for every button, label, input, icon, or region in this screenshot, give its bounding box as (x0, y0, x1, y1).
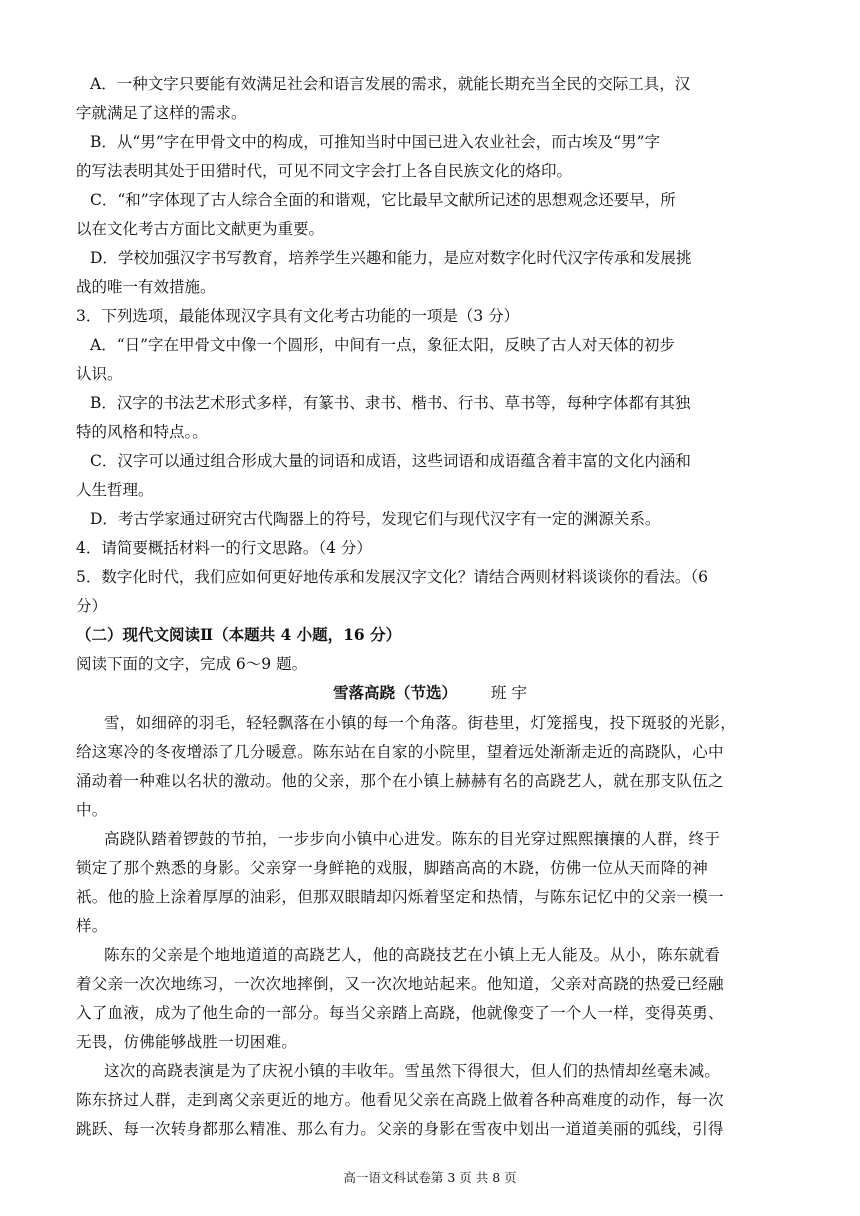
question-4: 4．请简要概括材料一的行文思路。（4 分） (76, 539, 372, 557)
option-b-line1: B．从“男”字在甲骨文中的构成，可推知当时中国已进入农业社会，而古埃及“男”字 (90, 133, 661, 151)
option-c-line1: C．“和”字体现了古人综合全面的和谐观，它比最早文献所记述的思想观念还要早，所 (90, 191, 676, 209)
passage-line: 给这寒冷的冬夜增添了几分暖意。陈东站在自家的小院里，望着远处渐渐走近的高跷队，心中 (76, 743, 724, 761)
option-a-line1: A．一种文字只要能有效满足社会和语言发展的需求，就能长期充当全民的交际工具，汉 (90, 75, 691, 93)
section-2-heading: （二）现代文阅读Ⅱ（本题共 4 小题，16 分） (76, 625, 402, 644)
passage-line: 雪，如细碎的羽毛，轻轻飘落在小镇的每一个角落。街巷里，灯笼摇曳，投下斑驳的光影， (104, 714, 737, 732)
q3-option-c-line1: C．汉字可以通过组合形成大量的词语和成语，这些词语和成语蕴含着丰富的文化内涵和 (90, 452, 691, 470)
passage-line: 高跷队踏着锣鼓的节拍，一步步向小镇中心进发。陈东的目光穿过熙熙攘攘的人群，终于 (104, 830, 721, 848)
passage-line: 陈东挤过人群，走到离父亲更近的地方。他看见父亲在高跷上做着各种高难度的动作，每一次 (76, 1091, 724, 1109)
passage-line: 陈东的父亲是个地地道道的高跷艺人，他的高跷技艺在小镇上无人能及。从小，陈东就看 (104, 946, 721, 964)
passage-line: 样。 (76, 917, 108, 935)
passage-line: 着父亲一次次地练习，一次次地摔倒，又一次次地站起来。他知道，父亲对高跷的热爱已经融 (76, 975, 724, 993)
question-3-stem: 3．下列选项，最能体现汉字具有文化考古功能的一项是（3 分） (76, 307, 520, 325)
passage-line: 中。 (76, 801, 108, 819)
question-5-line2: 分） (76, 597, 108, 615)
section-2-instruction: 阅读下面的文字，完成 6～9 题。 (76, 655, 308, 673)
option-d-line2: 战的唯一有效措施。 (76, 278, 216, 296)
passage-line: 入了血液，成为了他生命的一部分。每当父亲踏上高跷，他就像变了一个人一样，变得英勇、 (76, 1004, 724, 1022)
passage-line: 涌动着一种难以名状的激动。他的父亲，那个在小镇上赫赫有名的高跷艺人，就在那支队伍之 (76, 772, 724, 790)
passage-title-line (0, 681, 860, 703)
option-d-line1: D．学校加强汉字书写教育，培养学生兴趣和能力，是应对数字化时代汉字传承和发展挑 (90, 249, 692, 267)
q3-option-a-line2: 认识。 (76, 365, 123, 383)
passage-title: 雪落高跷（节选） (333, 683, 458, 702)
passage-line: 跳跃、每一次转身都那么精准、那么有力。父亲的身影在雪夜中划出一道道美丽的弧线，引得 (76, 1120, 724, 1138)
question-5-line1: 5．数字化时代，我们应如何更好地传承和发展汉字文化？请结合两则材料谈谈你的看法。（6 (76, 568, 708, 586)
q3-option-a-line1: A．“日”字在甲骨文中像一个圆形，中间有一点，象征太阳，反映了古人对天体的初步 (90, 336, 676, 354)
q3-option-b-line1: B．汉字的书法艺术形式多样，有篆书、隶书、楷书、行书、草书等，每种字体都有其独 (90, 394, 691, 412)
option-c-line2: 以在文化考古方面比文献更为重要。 (76, 220, 325, 238)
passage-line: 无畏，仿佛能够战胜一切困难。 (76, 1033, 298, 1051)
passage-line: 祇。他的脸上涂着厚厚的油彩，但那双眼睛却闪烁着坚定和热情，与陈东记忆中的父亲一模一 (76, 888, 724, 906)
q3-option-b-line2: 特的风格和特点。。 (76, 423, 208, 441)
option-b-line2: 的写法表明其处于田猎时代，可见不同文字会打上各自民族文化的烙印。 (76, 162, 573, 180)
q3-option-c-line2: 人生哲理。 (76, 481, 154, 499)
option-a-line2: 字就满足了这样的需求。 (76, 104, 247, 122)
q3-option-d-line1: D．考古学家通过研究古代陶器上的符号，发现它们与现代汉字有一定的渊源关系。 (90, 510, 661, 528)
passage-line: 这次的高跷表演是为了庆祝小镇的丰收年。雪虽然下得很大，但人们的热情却丝毫未减。 (104, 1062, 721, 1080)
passage-line: 锁定了那个熟悉的身影。父亲穿一身鲜艳的戏服，脚踏高高的木跷，仿佛一位从天而降的神 (76, 859, 709, 877)
passage-author: 班 宇 (491, 684, 527, 702)
page-footer: 高一语文科试卷第 3 页 共 8 页 (343, 1170, 517, 1185)
